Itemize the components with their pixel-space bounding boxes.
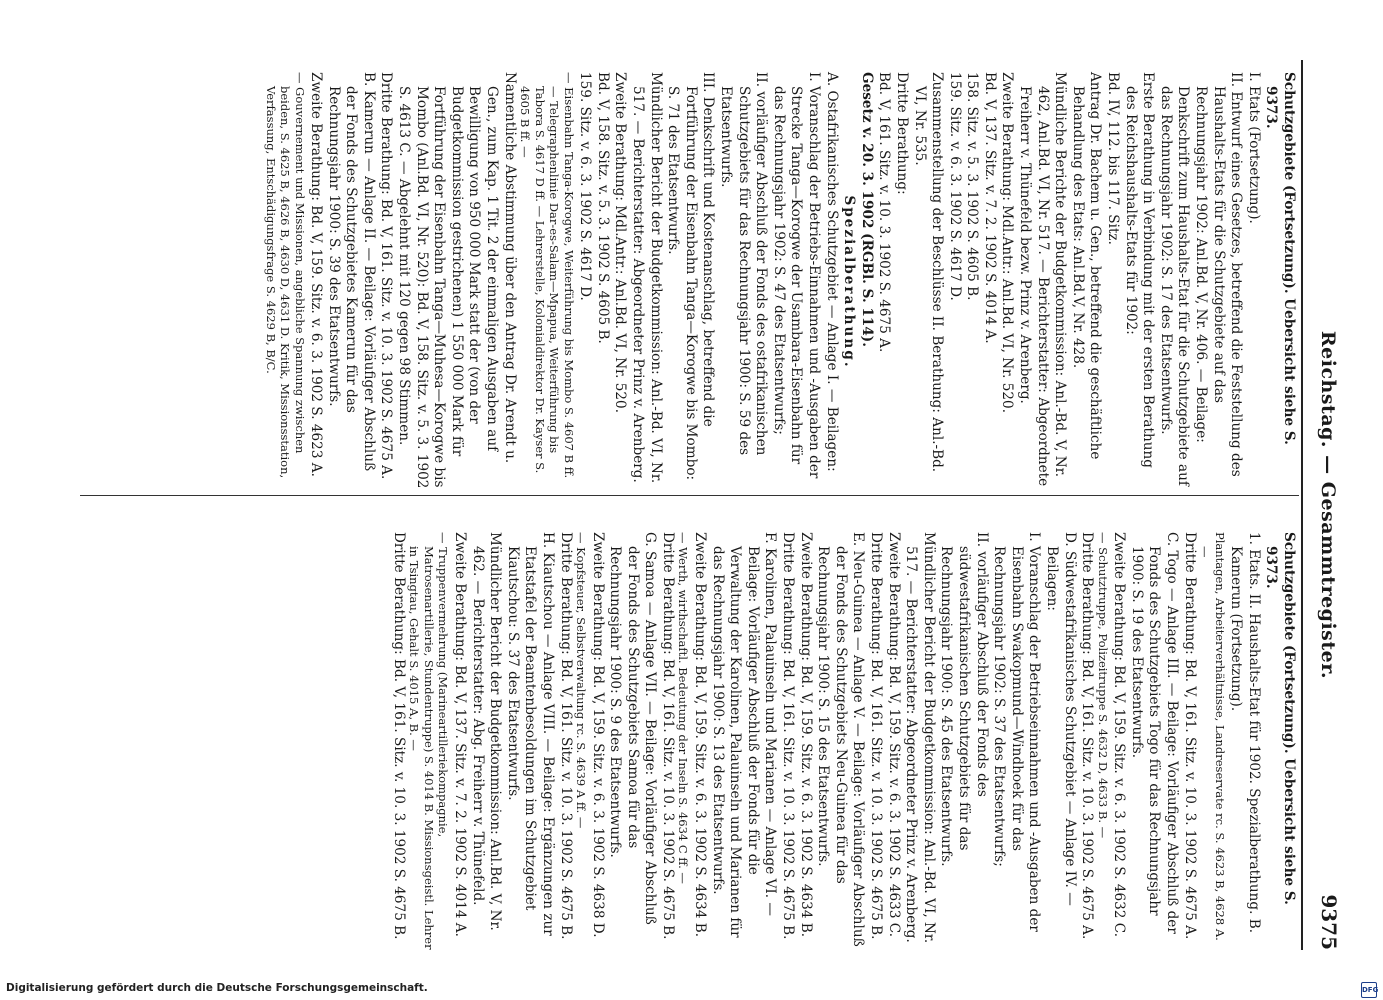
right-column-entry: Mündlicher Bericht der Budgetkommission: Anl.Bd. V, Nr. 462. — Berichterstatter: Abg. Freiherr v. Thünefeld. — [469, 532, 504, 931]
right-column-entry: I. Voranschlag der Betriebseinnahmen und -Ausgaben der Eisenbahn Swakopmund—Windhoek für das Rechnungsjahr 1902: S. 37 des Etatsentwurfs; — [991, 532, 1043, 932]
column-divider — [80, 495, 1299, 496]
right-column-entry: Zweite Berathung: Bd. V, 159. Sitz. v. 6. 3. 1902 S. 4634 B. — [797, 532, 814, 938]
right-column-entry: H. Kiautschou — Anlage VIII. — Beilage: Ergänzungen zur Etatstafel der Beamtenbesoldungen im Schutzgebiet Kiautschou: S. 37 des Etatsentwurfs. — [504, 532, 556, 936]
left-column-entry: 159. Sitz. v. 6. 3. 1902 S. 4617 D. — [577, 72, 594, 301]
right-column-entry: Zweite Berathung: Bd. V, 159. Sitz. v. 6. 3. 1902 S. 4638 D. — [589, 532, 606, 938]
right-column-entry: 1. Etats. II. Haushalts-Etat für 1902. Spezialberathung. B. Kamerun (Fortsetzung). — [1228, 532, 1262, 934]
right-column-entry: Zweite Berathung: Bd. V, 159. Sitz. v. 6. 3. 1902 S. 4634 B. — [692, 532, 709, 938]
left-column-entry: 158. Sitz. v. 5. 3. 1902 S. 4605 B. — [964, 72, 981, 301]
left-column-entry: II. vorläufiger Abschluß der Fonds des ostafrikanischen Schutzgebiets für das Rechnungsjahr 1900: S. 59 des Etatsentwurfs. — [718, 72, 770, 456]
left-column-entry: B. Kamerun — Anlage II. — Beilage: Vorläufiger Abschluß der Fonds des Schutzgebietes Kamerun für das Rechnungsjahr 1900: S. 39 des Etatsentwurfs. — [325, 72, 377, 472]
right-column-entry: D. Südwestafrikanisches Schutzgebiet — Anlage IV. — Beilagen: — [1043, 532, 1078, 906]
left-column-entry: II. Entwurf eines Gesetzes, betreffend die Feststellung des Haushalts-Etats für die Schutzgebiete auf das Rechnungsjahr 1902: Anl.Bd. V, Nr. 406. — Beilage: Denkschrift zum Haushalts-Etat für die Schutzgebiete auf das Rechnungsjahr 1902: S. 17 des Etatsentwurfs. — [1157, 72, 1245, 486]
right-column-entry: Dritte Berathung: Bd. V, 161. Sitz. v. 10. 3. 1902 S. 4675 B. — [868, 532, 885, 940]
left-column-entry: Bd. V, 158. Sitz. v. 5. 3. 1902 S. 4605 B. — [594, 72, 611, 344]
left-column-entry: Zweite Berathung: Mdl.Antr.: Anl.Bd. VI, Nr. 520. — [612, 72, 629, 414]
right-column-entry: Zweite Berathung: Bd. V, 137. Sitz. v. 7. 2. 1902 S. 4014 A. — [451, 532, 468, 937]
right-column-entry: II. vorläufiger Abschluß der Fonds des südwestafrikanischen Schutzgebiets für das Rechnungsjahr 1900: S. 45 des Etatsentwurfs. — [938, 532, 990, 867]
right-column-entry: Dritte Berathung: Bd. V, 161. Sitz. v. 10. 3. 1902 S. 4675 B. — [780, 532, 797, 940]
right-column-entry: Dritte Berathung: Bd. V, 161. Sitz. v. 10. 3. 1902 S. 4675 B. — [557, 532, 574, 940]
left-column — [263, 60, 1297, 492]
left-column-entry: I. Voranschlag der Betriebs-Einnahmen und -Ausgaben der Strecke Tanga—Korogwe der Usambara-Eisenbahn für das Rechnungsjahr 1902: S. 47 des Etatsentwurfs; — [770, 72, 822, 479]
left-column-entry: 159. Sitz. v. 6. 3. 1902 S. 4617 D. — [946, 72, 963, 301]
right-column-entry: Schutzgebiete (Fortsetzung). Uebersicht siehe S. 9373. — [1263, 532, 1297, 905]
left-column-entry: Mündlicher Bericht der Budgetkommission: Anl.-Bd. VI, Nr. 517. — Berichterstatter: Abgeordneter Prinz v. Arenberg. — [630, 72, 664, 484]
left-column-entry: Gesetz v. 20. 3. 1902 (RGBl. S. 114). — [858, 72, 875, 347]
dfg-credit: Digitalisierung gefördert durch die Deutsche Forschungsgemeinschaft. — [6, 982, 428, 994]
left-column-entry: Spezialberathung. — [841, 195, 858, 369]
right-column-entry: Plantagen, Arbeiterverhältnisse, Landreservate rc. S. 4623 B, 4628 A. — — [1198, 532, 1227, 941]
right-column-entry: Dritte Berathung: Bd. V, 161. Sitz. v. 10. 3. 1902 S. 4675 B. — [660, 532, 676, 940]
right-column-entry: C. Togo — Anlage III. — Beilage: Vorläufiger Abschluß der Fonds des Schutzgebiets Togo für das Rechnungsjahr 1900: S. 19 des Etatsentwurfs. — [1128, 532, 1181, 934]
right-column-entry: — Schutztruppe, Polizeitruppe S. 4632 D, 4633 B. — — [1095, 532, 1110, 839]
left-column-entry: Mündliche Berichte der Budgetkommission: Anl.-Bd. V, Nr. 462, Anl.Bd. VI, Nr. 517. — Berichterstatter: Abgeordnete Freiherr v. Thünefeld bezw. Prinz v. Arenberg. — [1017, 72, 1069, 487]
right-column-entry: E. Neu-Guinea — Anlage V. — Beilage: Vorläufiger Abschluß der Fonds des Schutzgebiets Neu-Guinea für das Rechnungsjahr 1900: S. 15 des Etatsentwurfs. — [815, 532, 867, 947]
right-column-entry: Dritte Berathung: Bd. V, 161. Sitz. v. 10. 3. 1902 S. 4675 B. — [390, 532, 407, 940]
left-column-entry: Namentliche Abstimmung über den Antrag Dr. Arendt u. Gen., zum Kap. 1 Tit. 2 der einmaligen Ausgaben auf Bewilligung von 950 000 Mark statt der (von der Budgetkommission gestrichenen) 1 550 000 Mark für Fortführung der Eisenbahn Tanga—Muhesa—Korogwe bis Mombo (Anl.Bd. VI, Nr. 520): Bd. V, 158. Sitz. v. 5. 3. 1902 S. 4613 C. — Abgelehnt mit 120 gegen 98 Stimmen. — [396, 72, 518, 489]
left-column-entry: I. Etats (Fortsetzung). — [1245, 72, 1262, 224]
running-head — [1303, 60, 1343, 950]
left-column-entry: — Eisenbahn Tanga-Korogwe, Weiterführung bis Mombo S. 4607 B ff. — Telegraphenlinie Dar-es-Salam—Mpapua, Weiterführung bis Tabora S. 4617 D ff. — Lehrerstelle, Kolonialdirektor Dr. Kayser S. 4605 B ff. — — [518, 72, 576, 479]
running-head-title: Reichstag. — Gesammtregister. — [1317, 330, 1339, 680]
left-column-entry: Zweite Berathung: Mdl.Antr.: Anl.Bd. VI, Nr. 520. — [999, 72, 1016, 414]
left-column-entry: Bd. IV, 112. bis 117. Sitz. — [1105, 72, 1122, 245]
left-column-entry: Zusammenstellung der Beschlüsse II. Berathung: Anl.-Bd. VI, Nr. 535. — [911, 72, 946, 473]
right-column-entry: Mündlicher Bericht der Budgetkommission: Anl.-Bd. VI, Nr. 517. — Berichterstatter: Abgeordneter Prinz v. Arenberg. — [903, 532, 937, 944]
left-column-entry: Bd. V, 161. Sitz. v. 10. 3. 1902 S. 4675 A. — [876, 72, 893, 353]
right-column-entry: Zweite Berathung: Bd. V, 159. Sitz. v. 6. 3. 1902 S. 4632 C. — [1111, 532, 1128, 938]
right-column-entry: — Werth, wirthschaftl. Bedeutung der Inseln S. 4634 C ff. — — [676, 532, 691, 884]
left-column-entry: Zweite Berathung: Bd. V, 159. Sitz. v. 6. 3. 1902 S. 4623 A. — [308, 72, 325, 477]
right-column — [389, 520, 1297, 950]
header-rule — [1301, 60, 1303, 950]
right-column-entry: Dritte Berathung: Bd. V, 161. Sitz. v. 10. 3. 1902 S. 4675 A. — [1181, 532, 1198, 940]
left-column-entry: Bd. V, 137. Sitz. v. 7. 2. 1902 S. 4014 A. — [981, 72, 998, 344]
left-column-entry: Dritte Berathung: Bd. V, 161. Sitz. v. 10. 3. 1902 S. 4675 A. — [378, 72, 395, 480]
left-column-entry: III. Denkschrift und Kostenanschlag, betreffend die Fortführung der Eisenbahn Tanga—Korogwe bis Mombo: S. 71 des Etatsentwurfs. — [665, 72, 717, 481]
right-column-entry: — Truppenvermehrung (Marineartilleriekompagnie, Matrosenartillerie, Stundentruppe) S. 4014 B. Missionsgeistl. Lehrer in Tsingtau, Gehalt S. 4015 A, B. — — [407, 532, 451, 950]
right-column-entry: Zweite Berathung: Bd. V, 159. Sitz. v. 6. 3. 1902 S. 4633 C. — [885, 532, 902, 938]
left-column-entry: Erste Berathung in Verbindung mit der ersten Berathung des Reichshaushalts-Etats für 1902: — [1122, 72, 1157, 468]
right-column-entry: F. Karolinen, Palauinseln und Marianen — Anlage VI. — Beilage: Vorläufiger Abschluß der Fonds für die Verwaltung der Karolinen, Palauinseln und Marianen für das Rechnungsjahr 1900: S. 13 des Etatsentwurfs. — [709, 532, 779, 938]
page-number: 9375 — [1317, 894, 1341, 950]
dfg-logo: DFG — [1361, 982, 1377, 998]
left-column-entry: Dritte Berathung: — [893, 72, 910, 195]
right-column-entry: G. Samoa — Anlage VII. — Beilage: Vorläufiger Abschluß der Fonds des Schutzgebiets Samoa für das Rechnungsjahr 1900: S. 9 des Etatsentwurfs. — [607, 532, 659, 925]
left-column-entry: Antrag Dr. Bachem u. Gen., betreffend die geschäftliche Behandlung des Etats: Anl.Bd.V, Nr. 428. — [1069, 72, 1104, 460]
right-column-entry: — Kopfsteuer, Selbstverwaltung rc. S. 4639 A ff. — — [574, 532, 589, 829]
left-column-entry: — Gouvernement und Missionen, angebliche Spannung zwischen beiden, S. 4625 B, 4626 B, 4630 D, 4631 D. Kritik, Missionsstation, Verfassung, Entschädigungsfrage S. 4629 B, B/C. — [263, 72, 307, 479]
left-column-entry: A. Ostafrikanisches Schutzgebiet — Anlage I. — Beilagen: — [823, 72, 840, 472]
right-column-entry: Dritte Berathung: Bd. V, 161. Sitz. v. 10. 3. 1902 S. 4675 A. — [1079, 532, 1096, 940]
left-column-entry: Schutzgebiete (Fortsetzung). Uebersicht siehe S. 9373. — [1263, 72, 1297, 445]
